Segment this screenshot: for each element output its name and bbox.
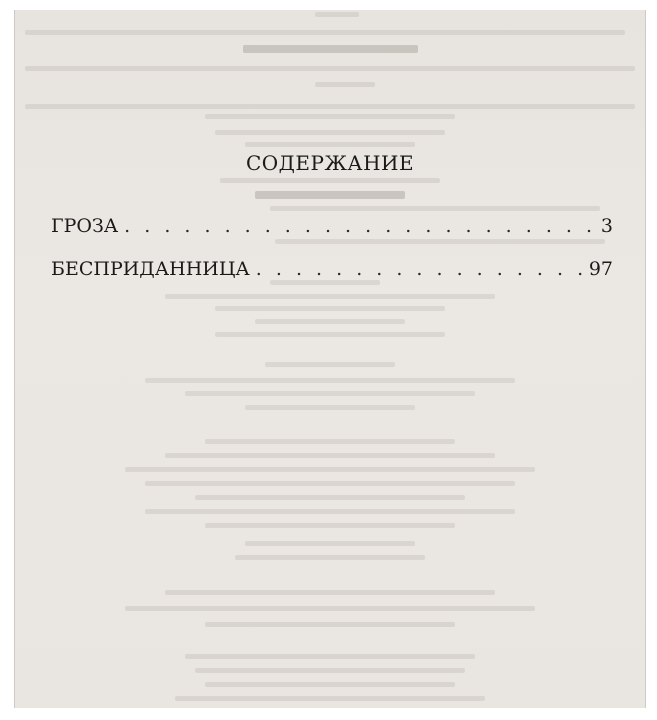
toc-entry-page: 97 [588,258,613,280]
toc-entry[interactable] [51,258,613,280]
toc-entry[interactable] [51,215,613,237]
toc-entry-title: БЕСПРИДАННИЦА [51,258,250,280]
book-page [14,10,646,708]
dot-leader [256,258,583,280]
contents-heading: СОДЕРЖАНИЕ [245,151,415,175]
toc-entry-page: 3 [600,215,613,237]
dot-leader [124,215,595,237]
toc-entry-title: ГРОЗА [51,215,119,237]
